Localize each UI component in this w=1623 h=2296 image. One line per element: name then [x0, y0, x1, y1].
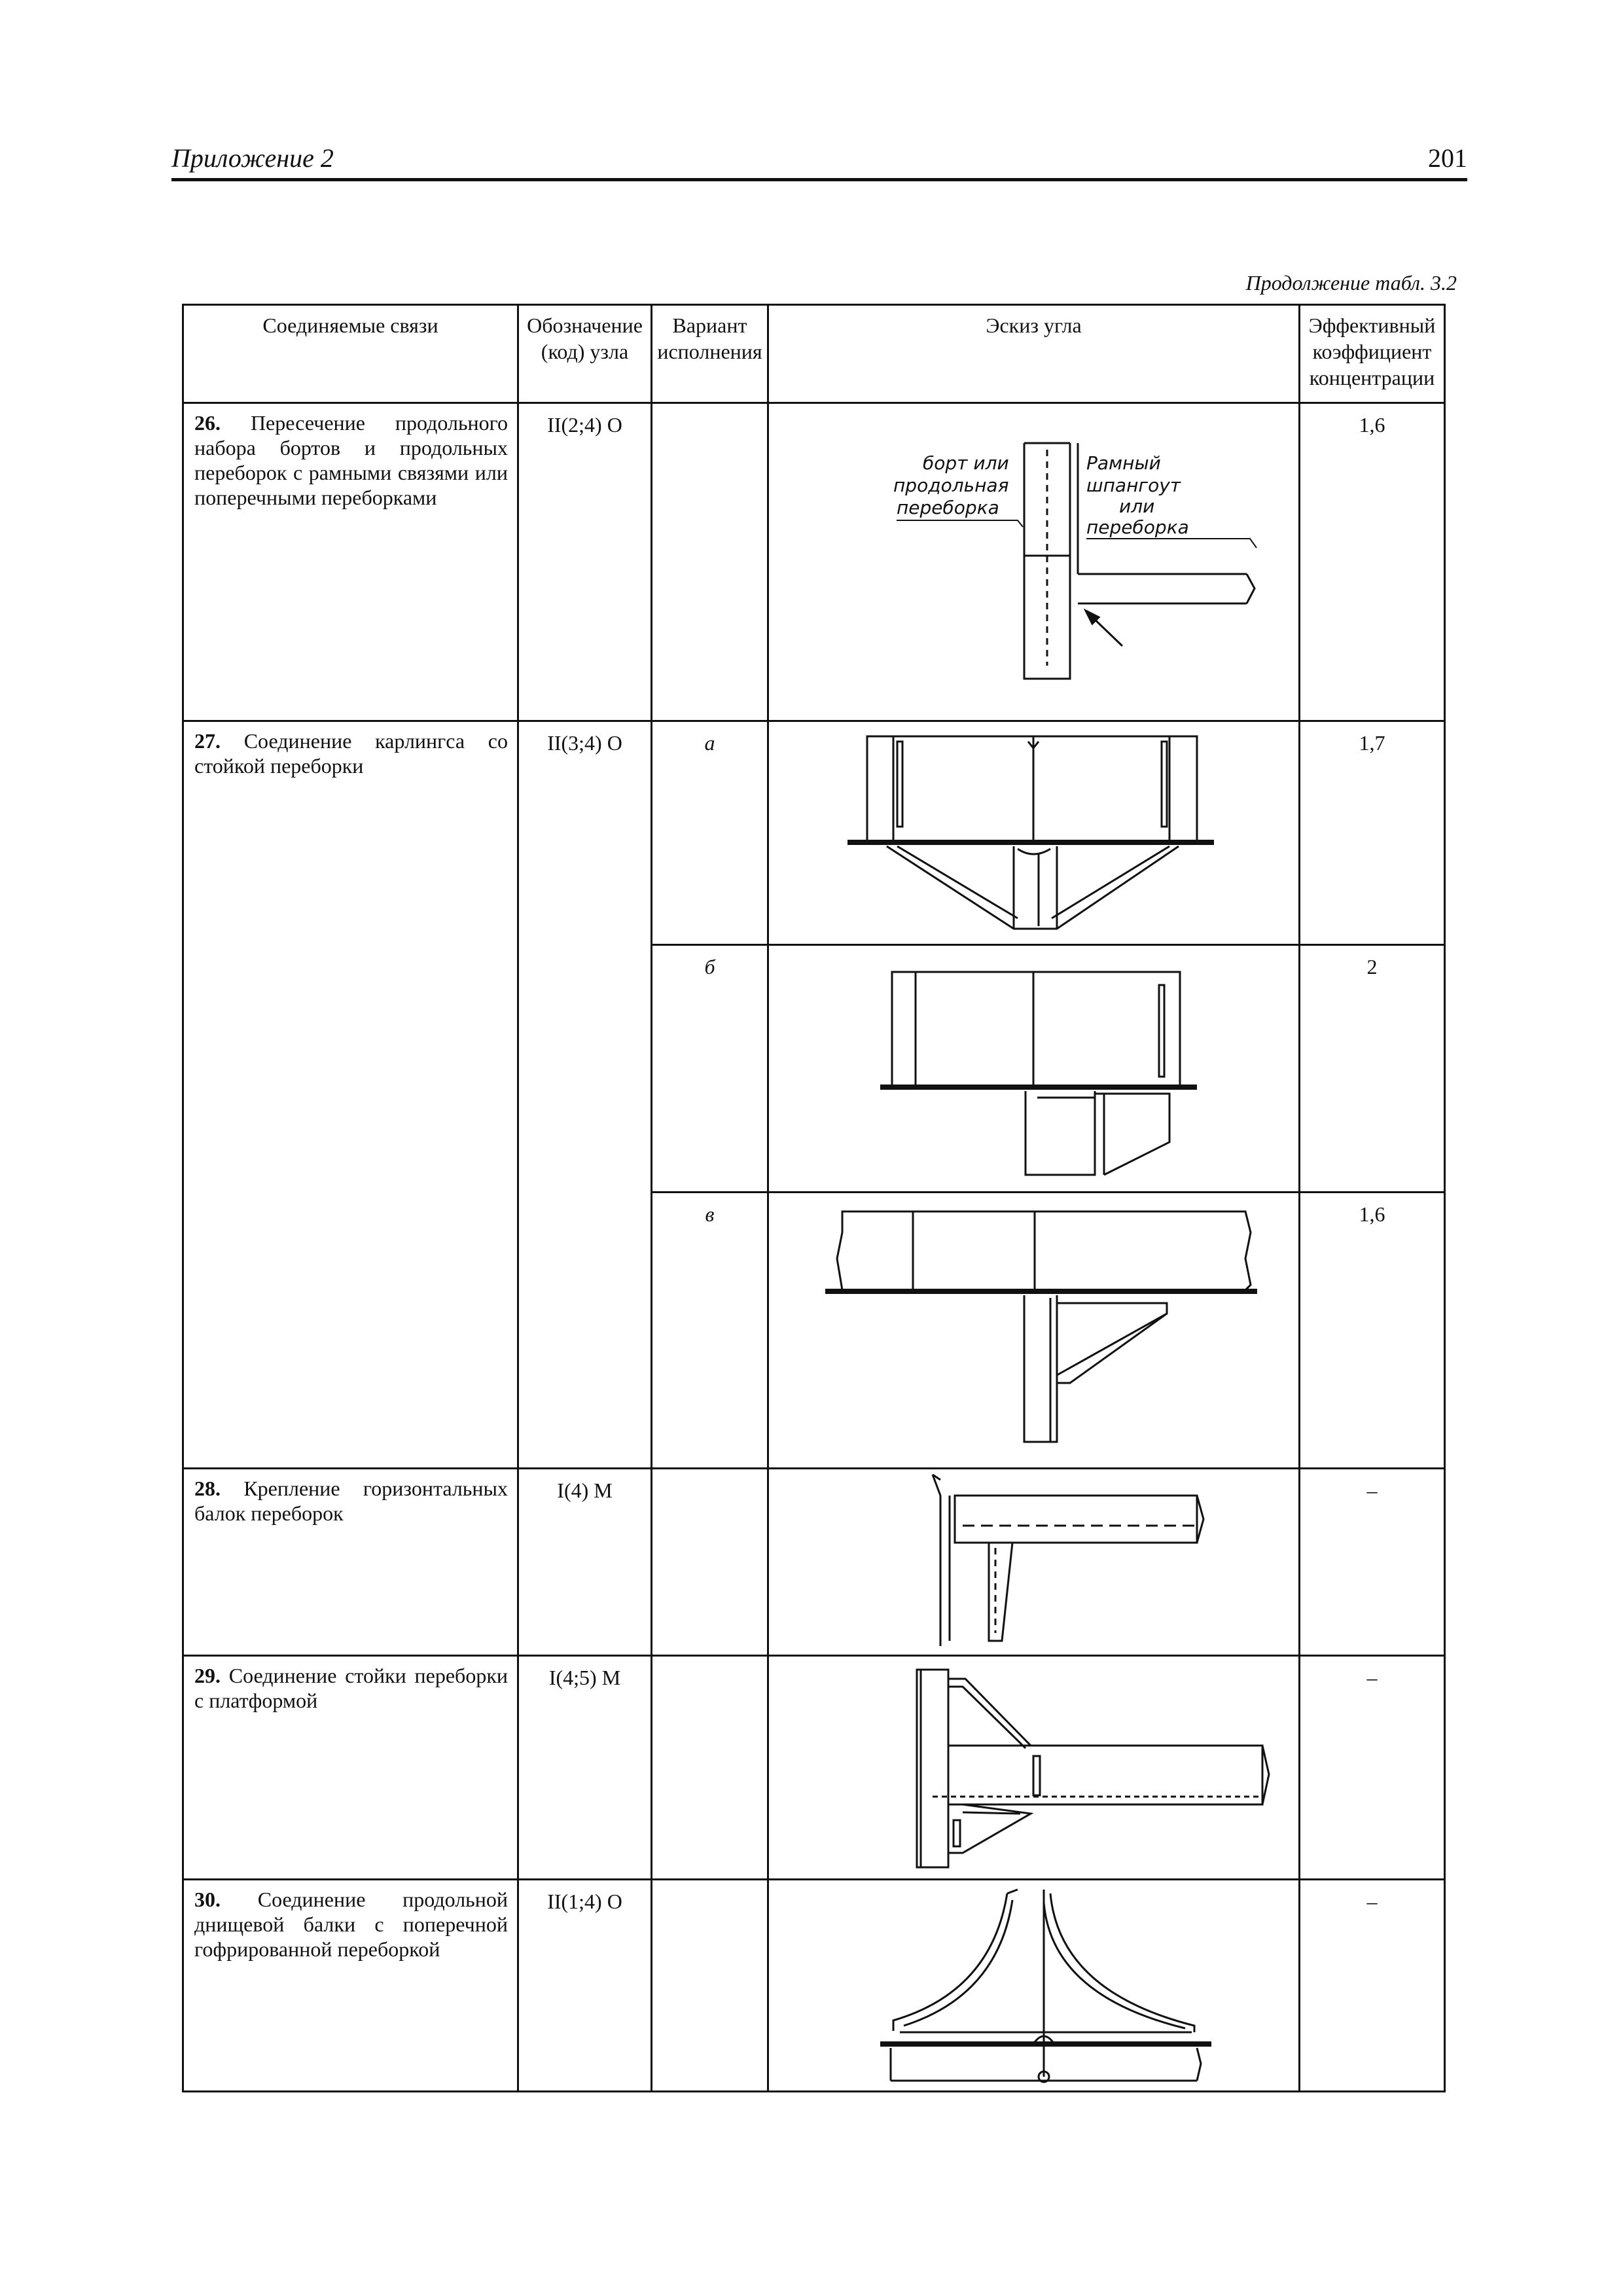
row-28-code: I(4) М [518, 1469, 652, 1656]
label-right-3: или [1119, 495, 1155, 517]
label-right-4: переборка [1086, 516, 1189, 538]
row-28-sketch [768, 1469, 1300, 1656]
header-node-code: Обозначение (код) узла [518, 305, 652, 403]
row-26-name: 26. Пересечение продольного набора бортов и продольных переборок с рамными связями или поперечными переборками [183, 403, 518, 721]
row-27b-coefficient: 2 [1300, 945, 1445, 1193]
label-left-3: переборка [897, 497, 999, 518]
label-left-2: продольная [893, 475, 1009, 496]
row-27-name: 27. Соединение карлингса со стойкой переборки [183, 721, 518, 1469]
table-row [183, 1656, 1445, 1880]
table-row [183, 403, 1445, 721]
label-left-1: борт или [923, 452, 1009, 474]
header-variant: Вариант исполнения [652, 305, 768, 403]
row-27b-sketch [768, 945, 1300, 1193]
table-continuation-caption: Продолжение табл. 3.2 [1245, 271, 1457, 295]
row-30-coefficient: – [1300, 1880, 1445, 2092]
table-row [183, 1880, 1445, 2092]
row-27-variant-b: б [652, 945, 768, 1193]
row-29-code: I(4;5) М [518, 1656, 652, 1880]
row-30-name: 30. Соединение продольной днищевой балки с поперечной гофрированной переборкой [183, 1880, 518, 2092]
row-26-code: II(2;4) О [518, 403, 652, 721]
running-title: Приложение 2 [171, 143, 334, 173]
header-connected-members: Соединяемые связи [183, 305, 518, 403]
row-27-code: II(3;4) О [518, 721, 652, 1469]
header-rule [171, 178, 1467, 181]
row-26-coefficient: 1,6 [1300, 403, 1445, 721]
sketch-carling-variant-b [769, 946, 1300, 1189]
page-header [171, 143, 1467, 181]
joints-table [182, 304, 1446, 2092]
sketch-stiffener-platform [769, 1657, 1300, 1876]
row-29-variant [652, 1656, 768, 1880]
row-28-variant [652, 1469, 768, 1656]
row-29-name: 29. Соединение стойки переборки с платформой [183, 1656, 518, 1880]
row-26-variant [652, 403, 768, 721]
sketch-longitudinal-intersection [769, 404, 1300, 718]
row-27-variant-c: в [652, 1193, 768, 1469]
row-30-variant [652, 1880, 768, 2092]
row-28-name: 28. Крепление горизонтальных балок переборок [183, 1469, 518, 1656]
row-26-sketch [768, 403, 1300, 721]
sketch-horizontal-beam [769, 1469, 1300, 1653]
row-27-variant-a: а [652, 721, 768, 945]
row-29-sketch [768, 1656, 1300, 1880]
row-30-sketch [768, 1880, 1300, 2092]
table-header-row [183, 305, 1445, 403]
table-row [183, 1469, 1445, 1656]
row-27a-coefficient: 1,7 [1300, 721, 1445, 945]
sketch-carling-variant-a [769, 722, 1300, 942]
sketch-carling-variant-c [769, 1193, 1300, 1465]
row-27a-sketch [768, 721, 1300, 945]
label-right-1: Рамный [1086, 452, 1161, 474]
row-29-coefficient: – [1300, 1656, 1445, 1880]
label-right-2: шпангоут [1086, 475, 1181, 496]
header-corner-sketch: Эскиз угла [768, 305, 1300, 403]
sketch-corrugated-bulkhead [769, 1880, 1300, 2089]
row-27c-coefficient: 1,6 [1300, 1193, 1445, 1469]
table-row [183, 721, 1445, 945]
page-number: 201 [1428, 143, 1467, 173]
header-concentration-coefficient: Эффективный коэффициент концентрации [1300, 305, 1445, 403]
row-27c-sketch [768, 1193, 1300, 1469]
row-28-coefficient: – [1300, 1469, 1445, 1656]
row-30-code: II(1;4) О [518, 1880, 652, 2092]
